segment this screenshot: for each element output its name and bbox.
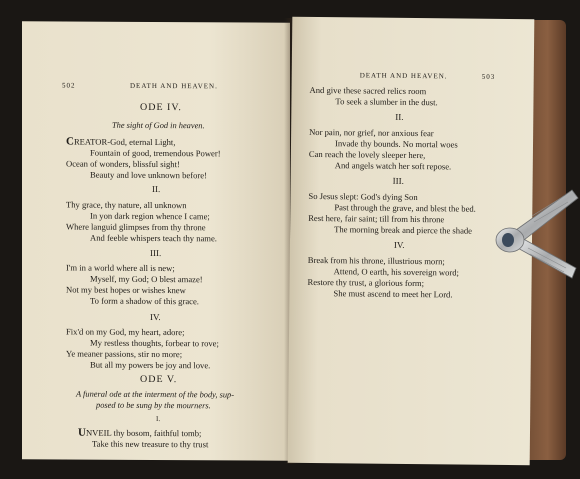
left-page	[22, 21, 290, 460]
stanza2-line2: Invade thy bounds. No mortal woes	[334, 138, 458, 150]
ode4-subtitle: The sight of God in heaven.	[112, 120, 205, 131]
ode5-numeral1: I.	[156, 415, 161, 424]
ode4-stanza3-line2: Myself, my God; O blest amaze!	[90, 273, 203, 285]
ode4-stanza2-line2: In yon dark region whence I came;	[90, 210, 210, 222]
stanza4-line1: Break from his throne, illustrious morn;	[307, 254, 445, 267]
ode5-stanza1-line1	[78, 428, 201, 439]
right-numeral4: IV.	[393, 239, 405, 250]
ode4-stanza1-line2: Fountain of good, tremendous Power!	[90, 147, 221, 159]
ode4-stanza2-line4: And feeble whispers teach thy name.	[90, 232, 217, 244]
stanza3-line3: Rest here, fair saint; till from his throne	[308, 212, 445, 225]
stanza3-line2: Past through the grave, and blest the bed.	[334, 202, 476, 214]
ode4-stanza1-line3: Ocean of wonders, blissful sight!	[66, 158, 180, 170]
stanza4-line2: Attend, O earth, his sovereign word;	[333, 266, 460, 278]
ode4-stanza4-line2: My restless thoughts, forbear to rove;	[90, 337, 219, 349]
stanza3-line1: So Jesus slept: God's dying Son	[308, 190, 418, 203]
ode4-title: ODE IV.	[140, 101, 182, 114]
ode4-stanza4-line4: But all my powers be joy and love.	[90, 359, 211, 371]
ode4-stanza3-line4: To form a shadow of this grace.	[90, 295, 199, 307]
ode4-stanza3-line1: I'm in a world where all is new;	[66, 262, 175, 274]
ode5-subtitle-line2: posed to be sung by the mourners.	[96, 400, 211, 411]
silver-page-clip-icon	[488, 186, 580, 280]
ode4-numeral3: III.	[150, 247, 162, 259]
left-page-number: 502	[62, 81, 76, 90]
stanza1-line2: To seek a slumber in the dust.	[335, 96, 438, 108]
ode4-stanza3-line3: Not my best hopes or wishes knew	[66, 284, 186, 296]
stanza2-line1: Nor pain, nor grief, nor anxious fear	[309, 126, 434, 139]
ode4-stanza2-line3: Where languid glimpses from thy throne	[66, 221, 206, 233]
stanza4-line4: She must ascend to meet her Lord.	[333, 288, 453, 300]
ode5-subtitle-line1: A funeral ode at the interment of the body, sup-	[76, 389, 235, 400]
ode4-stanza1-line1-text: REATOR-God, eternal Light,	[73, 136, 176, 148]
stanza3-line4: The morning break and pierce the shade	[334, 224, 473, 236]
stanza2-line3: Can reach the lovely sleeper here,	[308, 148, 426, 161]
ode4-stanza4-line3: Ye meaner passions, stir no more;	[66, 348, 183, 360]
stanza1-line1: And give these sacred relics room	[309, 84, 427, 97]
ode5-stanza1-line2: Take this new treasure to thy trust	[92, 438, 209, 450]
right-numeral3: III.	[392, 175, 404, 186]
right-page-number: 503	[481, 72, 496, 81]
ode4-stanza4-line1: Fix'd on my God, my heart, adore;	[66, 326, 185, 338]
ode4-stanza1-line4: Beauty and love unknown before!	[90, 169, 207, 181]
ode4-numeral2: II.	[152, 183, 161, 195]
ode5-dropcap: U	[78, 426, 86, 439]
stanza4-line3: Restore thy trust, a glorious form;	[307, 276, 425, 289]
stanza2-line4: And angels watch her soft repose.	[334, 160, 452, 172]
ode4-dropcap: C	[66, 135, 74, 148]
ode5-stanza1-line1-text: NVEIL thy bosom, faithful tomb;	[85, 427, 202, 439]
ode4-stanza1-line1	[66, 137, 175, 148]
right-numeral2: II.	[395, 111, 404, 122]
left-running-head: DEATH AND HEAVEN.	[130, 81, 218, 91]
ode5-title: ODE V.	[140, 373, 178, 386]
ode4-numeral4: IV.	[150, 311, 161, 323]
ode4-stanza2-line1: Thy grace, thy nature, all unknown	[66, 199, 187, 211]
right-running-head: DEATH AND HEAVEN.	[359, 71, 448, 81]
